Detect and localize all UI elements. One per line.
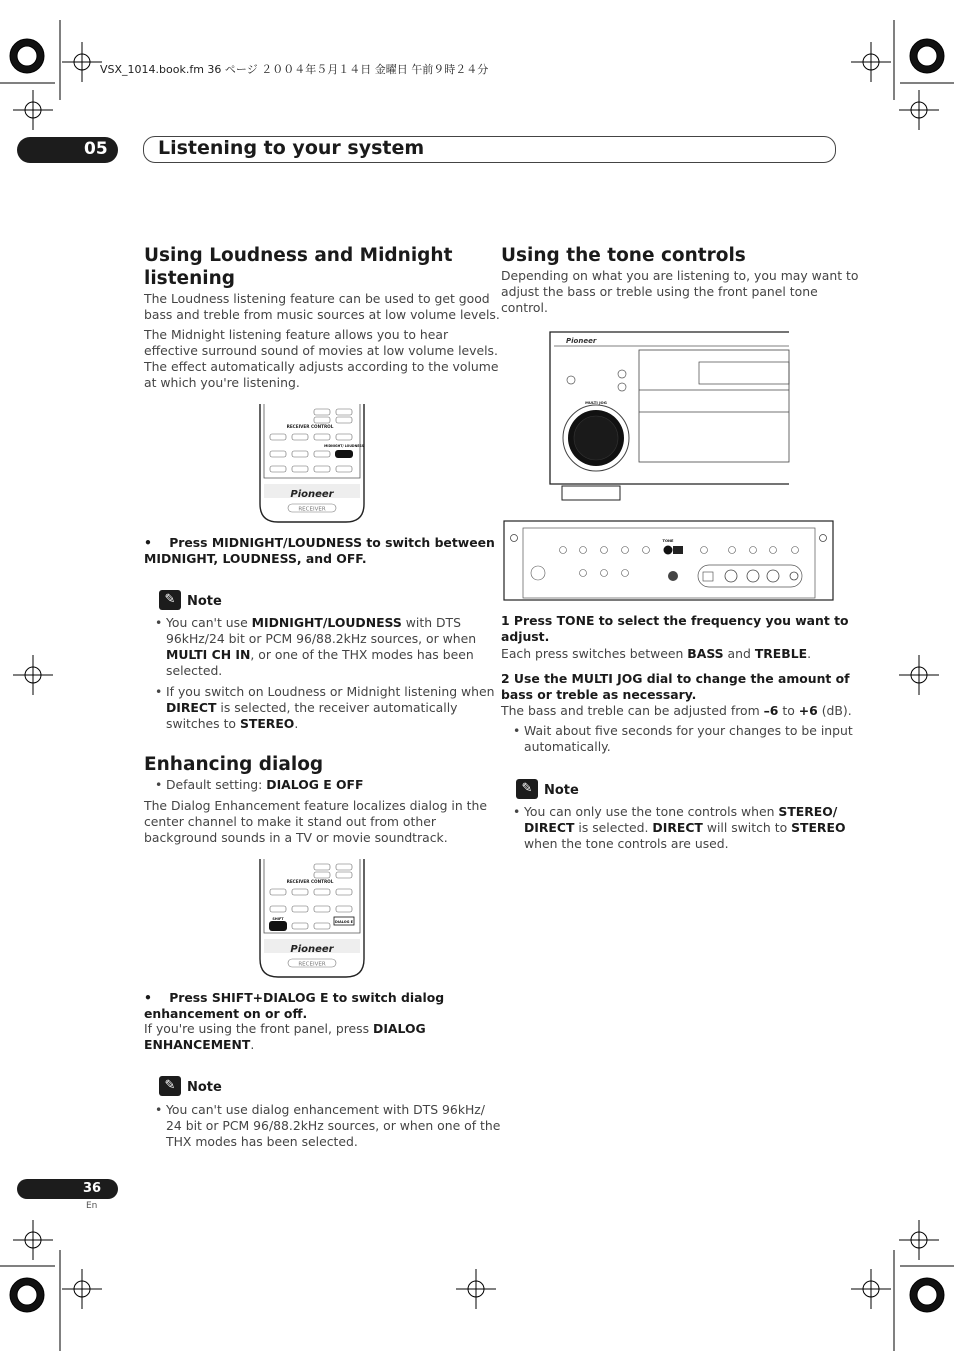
loudness-note-1: • You can't use MIDNIGHT/LOUDNESS with DTS 96kHz/24 bit or PCM 96/88.2kHz sources, or when MULTI CH IN, or one of the THX modes has been selected.	[155, 615, 477, 678]
chapter-title: Listening to your system	[158, 137, 425, 159]
loudness-heading: Using Loudness and Midnight listening	[144, 245, 453, 289]
remote-section-label-2: RECEIVER CONTROL	[286, 879, 334, 884]
dialog-heading: Enhancing dialog	[144, 754, 324, 775]
note-label: Note	[187, 594, 222, 609]
remote-illustration-midnight	[258, 404, 366, 524]
tone-step-1-body: Each press switches between BASS and TREBLE.	[501, 646, 812, 661]
receiver-control-strip-illustration	[503, 520, 834, 601]
dialog-instruction: • Press SHIFT+DIALOG E to switch dialog enhancement on or off.	[144, 990, 445, 1021]
tone-intro: Depending on what you are listening to, you may want to adjust the bass or treble using the front panel tone control.	[501, 268, 859, 315]
tone-bullet: • Wait about five seconds for your changes to be input automatically.	[513, 723, 853, 754]
dialog-paragraph: The Dialog Enhancement feature localizes dialog in the center channel to make it stand out from other background sounds in a TV or movie soundtrack.	[144, 798, 487, 845]
receiver-mode-label-2: RECEIVER	[298, 961, 326, 968]
note-label-2: Note	[187, 1080, 222, 1095]
chapter-number: 05	[84, 139, 108, 159]
multi-jog-label: MULTI JOG	[585, 400, 607, 405]
remote-brand-logo: Pioneer	[290, 489, 334, 500]
receiver-mode-label: RECEIVER	[298, 506, 326, 513]
loudness-paragraph-2: The Midnight listening feature allows you to hear effective surround sound of movies at low volume levels. The effect automatically adjusts according to the volume at which you're listening.	[144, 327, 499, 390]
note-icon-2: ✎	[159, 1076, 181, 1096]
dialog-default-setting: • Default setting: DIALOG E OFF	[155, 777, 364, 792]
loudness-paragraph-1: The Loudness listening feature can be used to get good bass and treble from music sources at low volume levels.	[144, 291, 500, 322]
page-number: 36	[83, 1181, 102, 1196]
dialog-button-label: DIALOG E	[335, 920, 353, 924]
tone-note: • You can only use the tone controls when STEREO/ DIRECT is selected. DIRECT will switch to STEREO when the tone controls are used.	[513, 804, 846, 851]
remote-brand-logo-2: Pioneer	[290, 944, 334, 955]
tone-step-2-body: The bass and treble can be adjusted from –6 to +6 (dB).	[501, 703, 852, 718]
tone-step-1: 1 Press TONE to select the frequency you want to adjust.	[501, 613, 849, 644]
tone-step-2: 2 Use the MULTI JOG dial to change the amount of bass or treble as necessary.	[501, 671, 850, 702]
page-number-pill	[17, 1179, 118, 1199]
tone-button-label: TONE	[662, 539, 674, 543]
note-icon: ✎	[159, 590, 181, 610]
receiver-brand-logo: Pioneer	[566, 337, 597, 345]
receiver-front-panel-illustration	[546, 330, 791, 504]
remote-illustration-dialog	[258, 859, 366, 979]
page-language: En	[86, 1201, 98, 1211]
dialog-note-1: • You can't use dialog enhancement with DTS 96kHz/ 24 bit or PCM 96/88.2kHz sources, or when one of the THX modes has been selected.	[155, 1102, 501, 1149]
loudness-note-2: • If you switch on Loudness or Midnight listening when DIRECT is selected, the receiver automatically switches to STEREO.	[155, 684, 495, 731]
print-header: VSX_1014.book.fm 36 ページ ２００４年５月１４日 金曜日 午前９時２４分	[100, 63, 489, 76]
dialog-front-panel-text: If you're using the front panel, press DIALOG ENHANCEMENT.	[144, 1021, 426, 1052]
tone-heading: Using the tone controls	[501, 245, 746, 266]
note-label-3: Note	[544, 783, 579, 798]
note-icon-3: ✎	[516, 779, 538, 799]
midnight-button-label: MIDNIGHT/ LOUDNESS	[324, 444, 364, 448]
midnight-instruction: • Press MIDNIGHT/LOUDNESS to switch between MIDNIGHT, LOUDNESS, and OFF.	[144, 535, 495, 566]
remote-section-label: RECEIVER CONTROL	[286, 424, 334, 429]
shift-button-label: SHIFT	[272, 917, 284, 921]
